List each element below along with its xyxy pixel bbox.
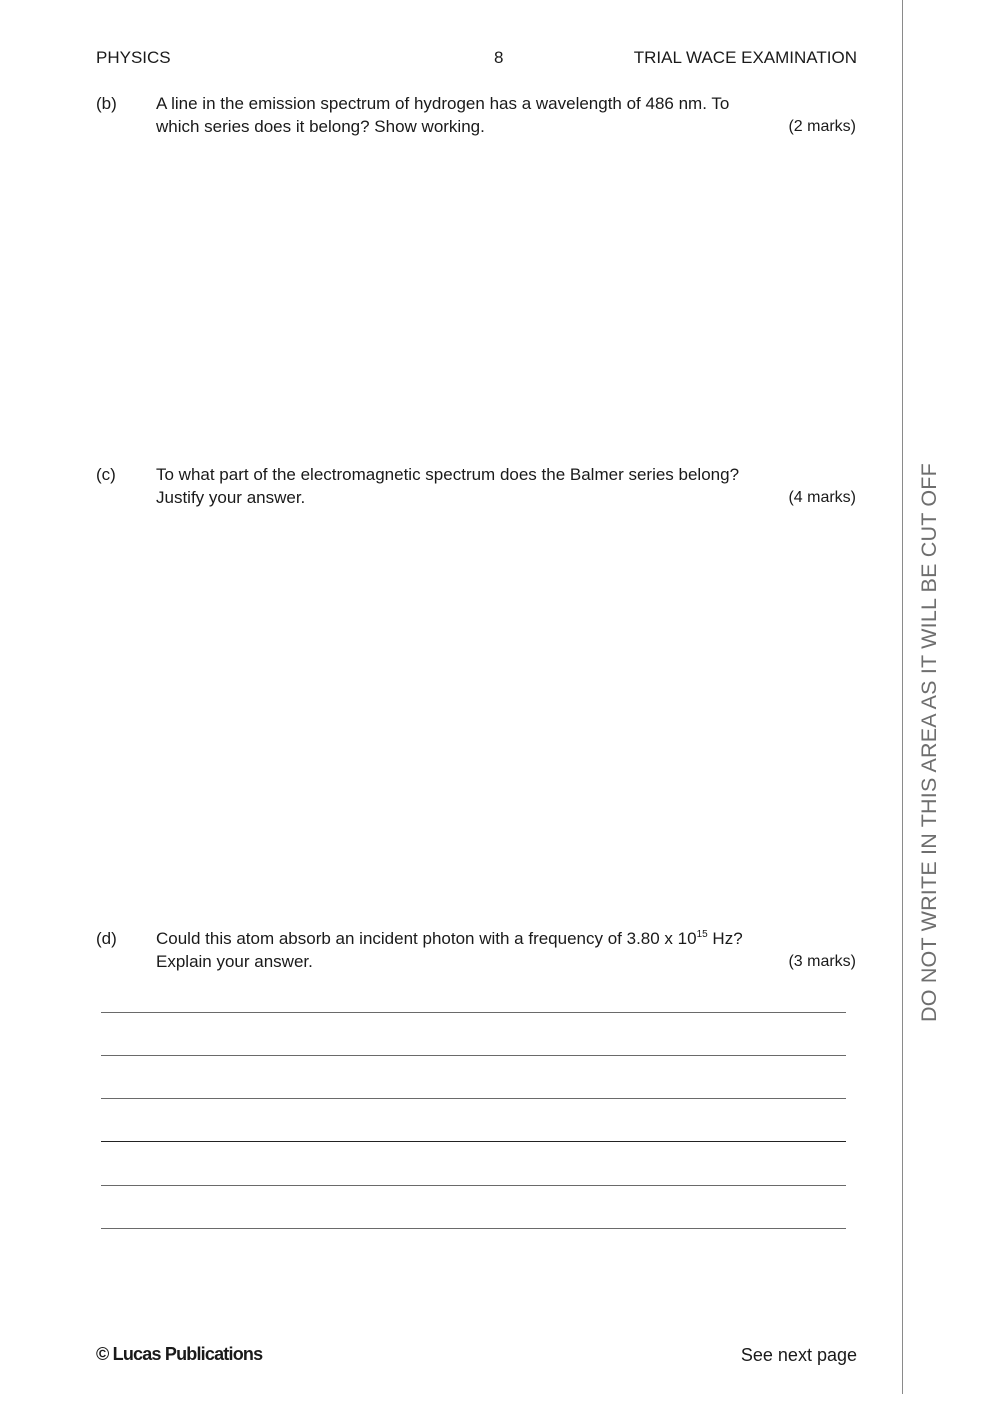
cut-off-margin-rule <box>902 0 903 1394</box>
question-d <box>156 927 856 973</box>
page-number: 8 <box>494 48 504 67</box>
question-b-line1 <box>156 92 856 115</box>
question-b-text-1: A line in the emission spectrum of hydrogen has a wavelength of 486 nm. To <box>156 94 730 113</box>
question-d-label: (d) <box>96 929 117 948</box>
frequency-exponent: 15 <box>696 929 708 940</box>
question-c-line1 <box>156 463 856 486</box>
answer-line[interactable] <box>101 1098 846 1099</box>
question-c-text-1: To what part of the electromagnetic spectrum does the Balmer series belong? <box>156 465 740 484</box>
question-c <box>156 463 856 509</box>
margin-warning-text: DO NOT WRITE IN THIS AREA AS IT WILL BE CUT OFF <box>917 463 941 1022</box>
exam-title: TRIAL WACE EXAMINATION <box>633 48 857 67</box>
question-d-line1 <box>156 927 856 950</box>
question-c-label: (c) <box>96 465 116 484</box>
question-c-marks: (4 marks) <box>788 489 856 506</box>
question-d-marks: (3 marks) <box>788 953 856 970</box>
question-b-marks: (2 marks) <box>788 118 856 135</box>
question-c-line2 <box>156 486 856 509</box>
subject-header: PHYSICS <box>96 48 171 67</box>
question-b <box>156 92 856 138</box>
publisher-credit: © Lucas Publications <box>96 1344 263 1364</box>
question-d-text-after: Hz? <box>707 929 743 948</box>
answer-line[interactable] <box>101 1141 846 1142</box>
question-d-text-2: Explain your answer. <box>156 952 313 971</box>
question-b-line2 <box>156 115 856 138</box>
question-d-line2 <box>156 950 856 973</box>
question-d-text-before: Could this atom absorb an incident photon with a frequency of 3.80 x 10 <box>156 929 697 948</box>
answer-line[interactable] <box>101 1012 846 1013</box>
question-b-label: (b) <box>96 94 117 113</box>
question-d-text-1 <box>156 927 743 950</box>
question-b-text-2: which series does it belong? Show working. <box>156 117 485 136</box>
answer-line[interactable] <box>101 1055 846 1056</box>
answer-line[interactable] <box>101 1228 846 1229</box>
question-c-text-2: Justify your answer. <box>156 488 306 507</box>
see-next-page: See next page <box>740 1345 857 1365</box>
answer-line[interactable] <box>101 1185 846 1186</box>
